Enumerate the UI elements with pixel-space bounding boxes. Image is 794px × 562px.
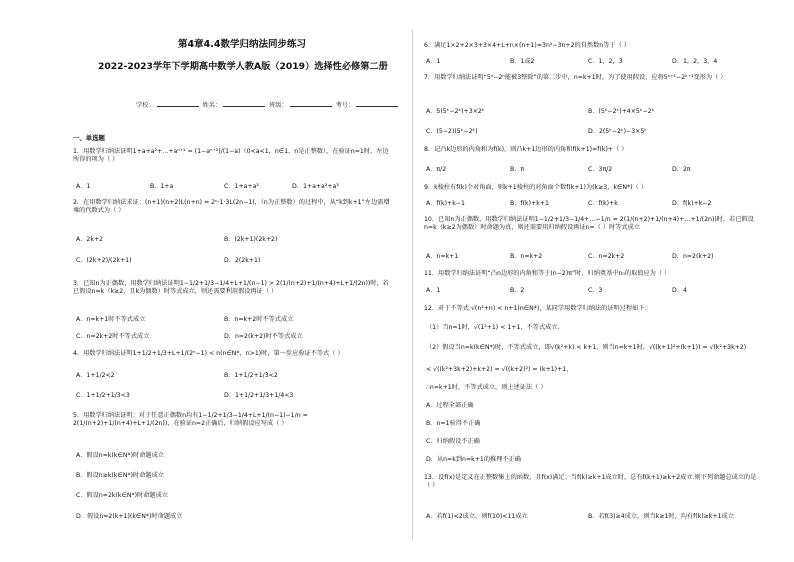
question-5-option-c[interactable]: C．假设n=2k(k∈N*)时命题成立 (76, 492, 168, 499)
question-3-option-d[interactable]: D．n=2(k+2)时不等式成立 (224, 333, 303, 340)
question-9-option-a[interactable]: A．f(k)+k−1 (426, 200, 465, 207)
worksheet-subtitle: 2022-2023学年下学期高中数学人教A版（2019）选择性必修第二册 (98, 61, 388, 72)
question-11-option-a[interactable]: A．1 (426, 287, 441, 294)
question-1-option-b[interactable]: B．1+a (150, 183, 174, 190)
question-7-stem: 7．用数学归纳法证明“5ⁿ−2ⁿ能被3整除”的第二步中，n=k+1时，为了使用假设，应将5ᵏ⁺¹−2ᵏ⁺¹变形为（ ） (424, 74, 727, 81)
question-7-option-c[interactable]: C．(5−2)(5ᵏ−2ᵏ) (426, 128, 478, 135)
school-blank[interactable] (157, 101, 199, 107)
exam-no-label: 考号： (335, 102, 355, 109)
worksheet-title: 第4章4.4数学归纳法同步练习 (178, 39, 306, 50)
question-12-line-3: < √((k²+3k+2)+k+2) = √((k+2)²) = (k+1)+1， (426, 366, 573, 373)
question-1-option-d[interactable]: D．1+a+a²+a³ (292, 183, 339, 190)
question-3-option-b[interactable]: B．n=k+2时不等式成立 (224, 316, 294, 323)
question-6-stem: 6．满足1×2+2×3+3×4+L+n×(n+1)=3n²−3n+2的自然数n等于（ ） (424, 42, 630, 49)
question-2-stem: 2．在用数学归纳法求证：(n+1)(n+2)L(n+n) = 2ⁿ·1·3L(2n−1)，（n为正整数）的过程中，从“k到k+1”左边需增乘的代数式为（ ） (73, 199, 390, 214)
question-8-stem: 8．记凸k边形的内角和为f(k)，则凸k+1边形的内角和f(k+1)=f(k)+（ ） (424, 146, 628, 153)
question-7-option-b[interactable]: B．(5ᵏ−2ᵏ)+4×5ᵏ−2ᵏ (588, 108, 655, 115)
section-heading: 一、单选题 (73, 134, 105, 142)
question-9-option-b[interactable]: B．f(k)+k+1 (510, 200, 549, 207)
question-12-stem: 12．对于不等式 √(n²+n) < n+1(n∈N*)，某同学用数学归纳法的证明过程如下： (424, 305, 651, 312)
question-12-option-d[interactable]: D．从n=k到n=k+1的推理不正确 (426, 456, 521, 463)
question-12-option-a[interactable]: A．过程全部正确 (426, 402, 474, 409)
question-3-stem: 3．已知n为正偶数，用数学归纳法证明1−1/2+1/3−1/4+L+1/(n−1) > 2(1/(n+2)+1/(n+4)+L+1/(2n))时，若已假设n=k（k≥2，且k为偶数）时等式成立，则还需要利用假设再证（ ） (73, 280, 389, 295)
column-divider (412, 30, 413, 540)
question-4-option-c[interactable]: C．1+1/2+1/3<3 (76, 392, 130, 399)
question-2-option-d[interactable]: D．2(2k+1) (224, 257, 261, 264)
question-5-stem: 5．用数学归纳法证明：对于任意正偶数n均有1−1/2+1/3−1/4+L+1/(n−1)−1/n = 2(1/(n+2)+1/(n+4)+L+1/(2n))，在验证n=2正确后，归纳假设应写成（ ） (73, 412, 308, 427)
question-4-stem: 4．用数学归纳法证明1+1/2+1/3+L+1/(2ⁿ−1) < n(n∈N*，n>1)时，第一步应验证不等式（ ） (73, 350, 344, 357)
question-2-option-a[interactable]: A．2k+2 (76, 236, 104, 243)
question-11-option-c[interactable]: C．3 (588, 287, 603, 294)
question-4-option-b[interactable]: B．1+1/2+1/3<2 (224, 372, 278, 379)
question-2-option-b[interactable]: B．(2k+1)(2k+2) (224, 236, 278, 243)
question-5-option-a[interactable]: A．假设n=k(k∈N*)时命题成立 (76, 452, 164, 459)
question-13-option-a[interactable]: A．若f(1)<2成立，则f(10)<11成立 (426, 513, 528, 520)
question-11-stem: 11．用数学归纳法证明“凸n边形的内角和等于(n−2)π”时，归纳奠基中n₀的取值应为（ ） (424, 270, 671, 277)
question-4-option-a[interactable]: A．1+1/2<2 (76, 372, 115, 379)
question-2-option-c[interactable]: C．(2k+2)/(2k+1) (76, 257, 132, 264)
name-label: 姓名： (202, 102, 222, 109)
question-13-option-b[interactable]: B．若f(3)≥4成立，则当k≥1时，均有f(k)≥k+1成立 (588, 513, 734, 520)
question-9-option-c[interactable]: C．f(k)+k (588, 200, 618, 207)
question-8-option-d[interactable]: D．2π (672, 166, 691, 173)
question-8-option-a[interactable]: A．π/2 (426, 166, 447, 173)
class-blank[interactable] (290, 101, 332, 107)
question-9-stem: 9．k棱柱有f(k)个对角面，则k+1棱柱的对角面个数f(k+1)为(k≥3，k∈N*)（ ） (424, 184, 647, 191)
question-9-option-d[interactable]: D．f(k)+k−2 (672, 200, 712, 207)
question-4-option-d[interactable]: D．1+1/2+1/3+1/4<3 (224, 392, 294, 399)
question-10-option-c[interactable]: C．n=2k+2 (588, 253, 625, 260)
question-6-option-b[interactable]: B．1或2 (510, 58, 535, 65)
question-12-option-c[interactable]: C．归纳假设不正确 (426, 438, 480, 445)
question-1-stem: 1．用数学归纳法证明1+a+a²+…+aⁿ⁺¹ = (1−aⁿ⁺²)/(1−a)（0<a<1，n∈1，n是正整数），在验证n=1时，左边所得的项为（ ） (73, 148, 389, 163)
question-7-option-d[interactable]: D．2(5ᵏ−2ᵏ)−3×5ᵏ (588, 128, 647, 135)
question-8-option-b[interactable]: B．π (510, 166, 525, 173)
exam-no-blank[interactable] (356, 101, 398, 107)
question-5-option-b[interactable]: B．假设n≥k(k∈N*)时命题成立 (76, 472, 164, 479)
name-blank[interactable] (223, 101, 265, 107)
question-11-option-b[interactable]: B．2 (510, 287, 525, 294)
question-12-line-1: （1）当n=1时，√(1²+1) < 1+1，不等式成立. (426, 324, 560, 331)
class-label: 班级： (269, 102, 288, 109)
question-3-option-a[interactable]: A．n=k+1时不等式成立 (76, 316, 146, 323)
question-10-stem: 10．已知n为正偶数，用数学归纳法证明1−1/2+1/3−1/4+…−1/n = 2(1/(n+2)+1/(n+4)+…+1/(2n))时，若已假设n=k（k≥2为偶数）时命题为真，则还需要用归纳假设再证n=（ ）时等式成立 (424, 216, 754, 231)
question-10-option-a[interactable]: A．n=k+1 (426, 253, 459, 260)
question-10-option-d[interactable]: D．n=2(k+2) (672, 253, 714, 260)
question-6-option-a[interactable]: A．1 (426, 58, 441, 65)
question-12-line-2: （2）假设当n=k(k∈N*)时，不等式成立，即√(k²+k) < k+1，则当n=k+1时，√((k+1)²+(k+1)) = √(k²+3k+2) (426, 344, 747, 351)
question-6-option-d[interactable]: D．1，2，3，4 (672, 58, 718, 65)
question-8-option-c[interactable]: C．3π/2 (588, 166, 613, 173)
question-12-option-b[interactable]: B．n=1验得不正确 (426, 420, 481, 427)
school-label: 学校： (136, 102, 155, 109)
question-12-line-4: ∴n=k+1时，不等式成立，则上述证法（ ） (426, 384, 547, 391)
question-7-option-a[interactable]: A．5(5ᵏ−2ᵏ)+3×2ᵏ (426, 108, 485, 115)
question-1-option-c[interactable]: C．1+a+a² (224, 183, 259, 190)
question-10-option-b[interactable]: B．n=k+2 (510, 253, 543, 260)
question-1-option-a[interactable]: A．1 (76, 183, 91, 190)
question-13-stem: 13．设f(x)是定义在正整数集上的函数，且f(x)满足：当f(k)≥k+1成立时，总有f(k+1)≥k+2成立.则下列命题总成立的是（ ） (424, 474, 757, 489)
question-6-option-c[interactable]: C．1，2，3 (588, 58, 623, 65)
question-5-option-d[interactable]: D．假设n=2(k+1)(k∈N*)时命题成立 (76, 513, 183, 520)
question-11-option-d[interactable]: D．4 (672, 287, 687, 294)
student-info-line (136, 101, 400, 110)
question-3-option-c[interactable]: C．n=2k+2时不等式成立 (76, 333, 150, 340)
